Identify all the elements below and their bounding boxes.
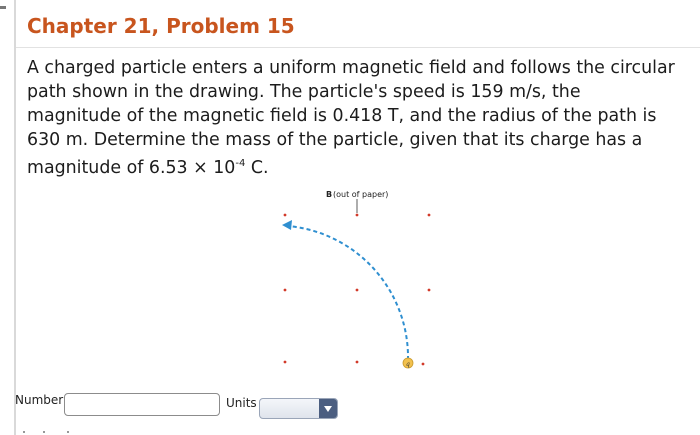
problem-line-last xyxy=(27,152,700,180)
units-label: Units xyxy=(226,396,257,410)
header-divider xyxy=(16,47,700,48)
magnetic-field-diagram xyxy=(270,180,450,380)
content-frame-border xyxy=(14,0,16,435)
units-dropdown[interactable] xyxy=(259,398,338,419)
particle-label: q xyxy=(406,361,410,368)
charge-exponent: -4 xyxy=(235,158,246,169)
truncated-content-hint xyxy=(20,428,100,434)
particle-path xyxy=(288,226,408,360)
problem-line: 630 m. Determine the mass of the particle, given that its charge has a xyxy=(27,130,643,150)
dropdown-toggle[interactable] xyxy=(319,399,337,418)
number-input[interactable] xyxy=(64,393,220,416)
problem-line: magnitude of 6.53 × 10 xyxy=(27,157,236,178)
diagram-svg xyxy=(270,180,450,380)
charge-unit: C. xyxy=(245,157,269,178)
field-dot xyxy=(284,289,287,292)
path-arrowhead xyxy=(282,220,292,230)
problem-line: magnitude of the magnetic field is 0.418 T, and the radius of the path is xyxy=(27,106,657,126)
problem-title: Chapter 21, Problem 15 xyxy=(27,14,295,38)
problem-line: A charged particle enters a uniform magnetic field and follows the circular xyxy=(27,58,675,78)
field-vector-symbol: B xyxy=(326,190,333,199)
page-corner-mark xyxy=(0,6,6,9)
field-dot xyxy=(356,289,359,292)
problem-statement xyxy=(27,56,700,180)
number-label: Number xyxy=(15,393,64,407)
field-dot xyxy=(284,214,287,217)
field-dot xyxy=(428,214,431,217)
field-dot xyxy=(422,363,425,366)
field-dot xyxy=(428,289,431,292)
field-dot xyxy=(284,361,287,364)
problem-line: path shown in the drawing. The particle's speed is 159 m/s, the xyxy=(27,82,581,102)
field-dot xyxy=(356,214,359,217)
field-dot xyxy=(356,361,359,364)
chevron-down-icon xyxy=(324,406,332,412)
field-direction-label: (out of paper) xyxy=(333,190,389,199)
